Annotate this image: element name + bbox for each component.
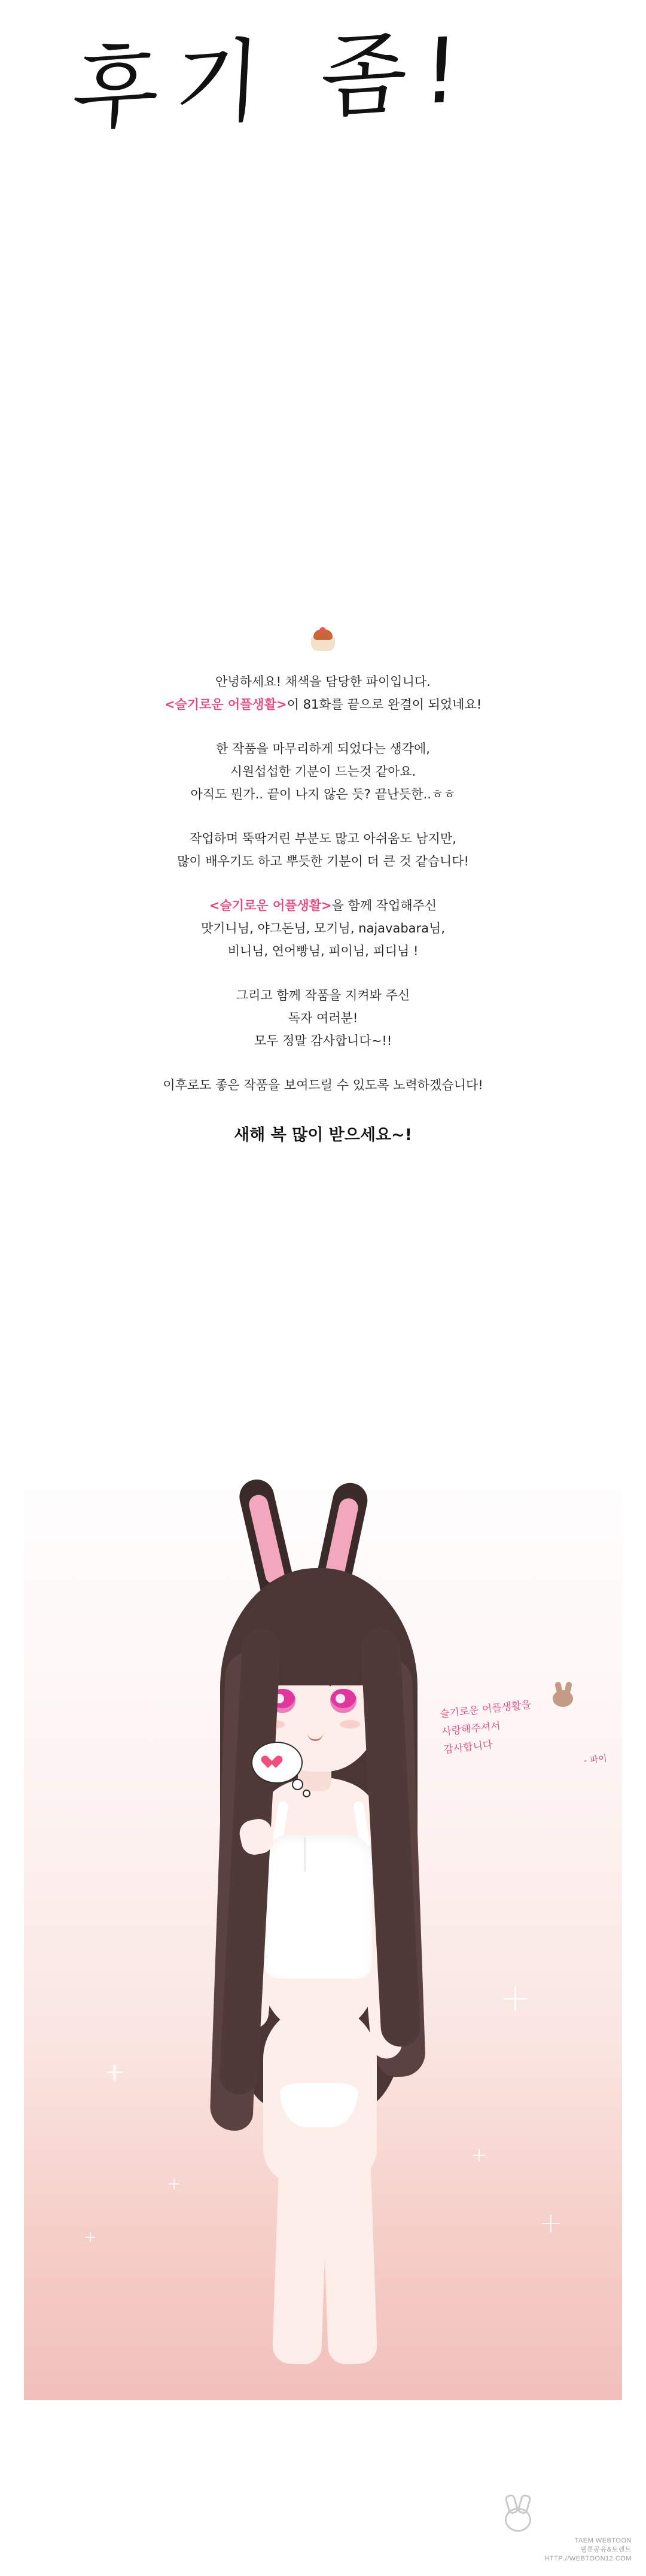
message-paragraph-6 xyxy=(0,1074,646,1096)
series-title-highlight: <슬기로운 어플생활> xyxy=(164,697,287,712)
bunny-girl-illustration xyxy=(24,1442,622,2400)
message-line: 안녕하세요! 채색을 담당한 파이입니다. xyxy=(215,675,431,689)
sparkle-icon xyxy=(514,1987,516,2011)
bust-shadow xyxy=(304,1837,306,1872)
watermark-line-2: 웹툰공유&토렌트 xyxy=(580,2546,632,2553)
note-signature: - 파이 xyxy=(583,1752,608,1766)
note-line: 사랑해주셔서 xyxy=(441,1720,501,1739)
message-paragraph-1 xyxy=(0,670,646,716)
handwritten-note xyxy=(439,1688,608,1784)
message-line xyxy=(0,894,646,917)
pudding-cherry xyxy=(319,627,326,634)
watermark-line-3[interactable]: HTTP://WEBTOON12.COM xyxy=(544,2555,632,2562)
blush-right xyxy=(340,1720,360,1729)
page-title: 후기 좀! xyxy=(69,17,477,144)
sparkle-icon xyxy=(114,2065,115,2080)
message-line-text: 이 81화를 끝으로 완결이 되었네요! xyxy=(287,697,482,712)
heart-icon xyxy=(268,1756,282,1769)
afterword-message xyxy=(0,670,646,1147)
message-paragraph-3 xyxy=(0,827,646,873)
message-line: 독자 여러분! xyxy=(288,1011,358,1025)
leg-right xyxy=(320,2112,378,2365)
message-paragraph-5 xyxy=(0,984,646,1052)
heart-speech-bubble xyxy=(251,1742,303,1784)
message-paragraph-2 xyxy=(0,737,646,806)
message-line: 많이 배우기도 하고 뿌듯한 기분이 더 큰 것 같습니다! xyxy=(177,854,469,868)
pudding-icon xyxy=(309,627,337,651)
message-line: 작업하며 뚝딱거린 부분도 많고 아쉬움도 남지만, xyxy=(190,831,456,846)
watermark-text xyxy=(434,2536,632,2563)
logo-head xyxy=(505,2508,531,2532)
footer xyxy=(0,2490,646,2576)
bunny-ear-inner xyxy=(247,1493,286,1584)
underwear xyxy=(280,2083,358,2127)
message-line: 그리고 함께 작품을 지켜봐 주신 xyxy=(236,988,410,1003)
note-line: 슬기로운 어플생활을 xyxy=(439,1699,532,1721)
message-line: 이후로도 좋은 작품을 보여드릴 수 있도록 노력하겠습니다! xyxy=(163,1078,483,1092)
title-area xyxy=(0,0,646,198)
watermark-line-1: TAEM WEBTOON xyxy=(574,2537,632,2544)
message-line: 아직도 뭔가.. 끝이 나지 않은 듯? 끝난듯한..ㅎㅎ xyxy=(190,787,456,801)
message-line: 맛기니님, 야그돈님, 모기님, najavabara님, xyxy=(200,921,446,935)
message-line: 비니님, 연어빵님, 피이님, 피디님 ! xyxy=(227,944,419,958)
message-line: 모두 정말 감사합니다~!! xyxy=(254,1034,392,1048)
character xyxy=(173,1478,484,2400)
message-line: 한 작품을 마무리하게 되었다는 생각에, xyxy=(216,742,430,756)
eye-right xyxy=(330,1689,356,1713)
sparkle-icon xyxy=(550,2214,551,2232)
speech-bubble-dot xyxy=(292,1779,303,1790)
message-line xyxy=(0,693,646,716)
series-title-highlight: <슬기로운 어플생활> xyxy=(209,898,332,913)
note-line: 감사합니다 xyxy=(443,1739,493,1757)
message-line: 시원섭섭한 기분이 드는것 같아요. xyxy=(230,764,416,779)
new-year-greeting: 새해 복 많이 받으세요~! xyxy=(234,1126,412,1144)
message-line-text: 을 함께 작업해주신 xyxy=(331,898,437,913)
crop-top xyxy=(264,1835,372,1979)
watermark-bunny-logo-icon xyxy=(495,2493,537,2541)
sparkle-icon xyxy=(90,2232,91,2242)
illustration-canvas xyxy=(24,1442,622,2400)
message-paragraph-4 xyxy=(0,894,646,962)
speech-bubble-dot xyxy=(303,1790,310,1797)
